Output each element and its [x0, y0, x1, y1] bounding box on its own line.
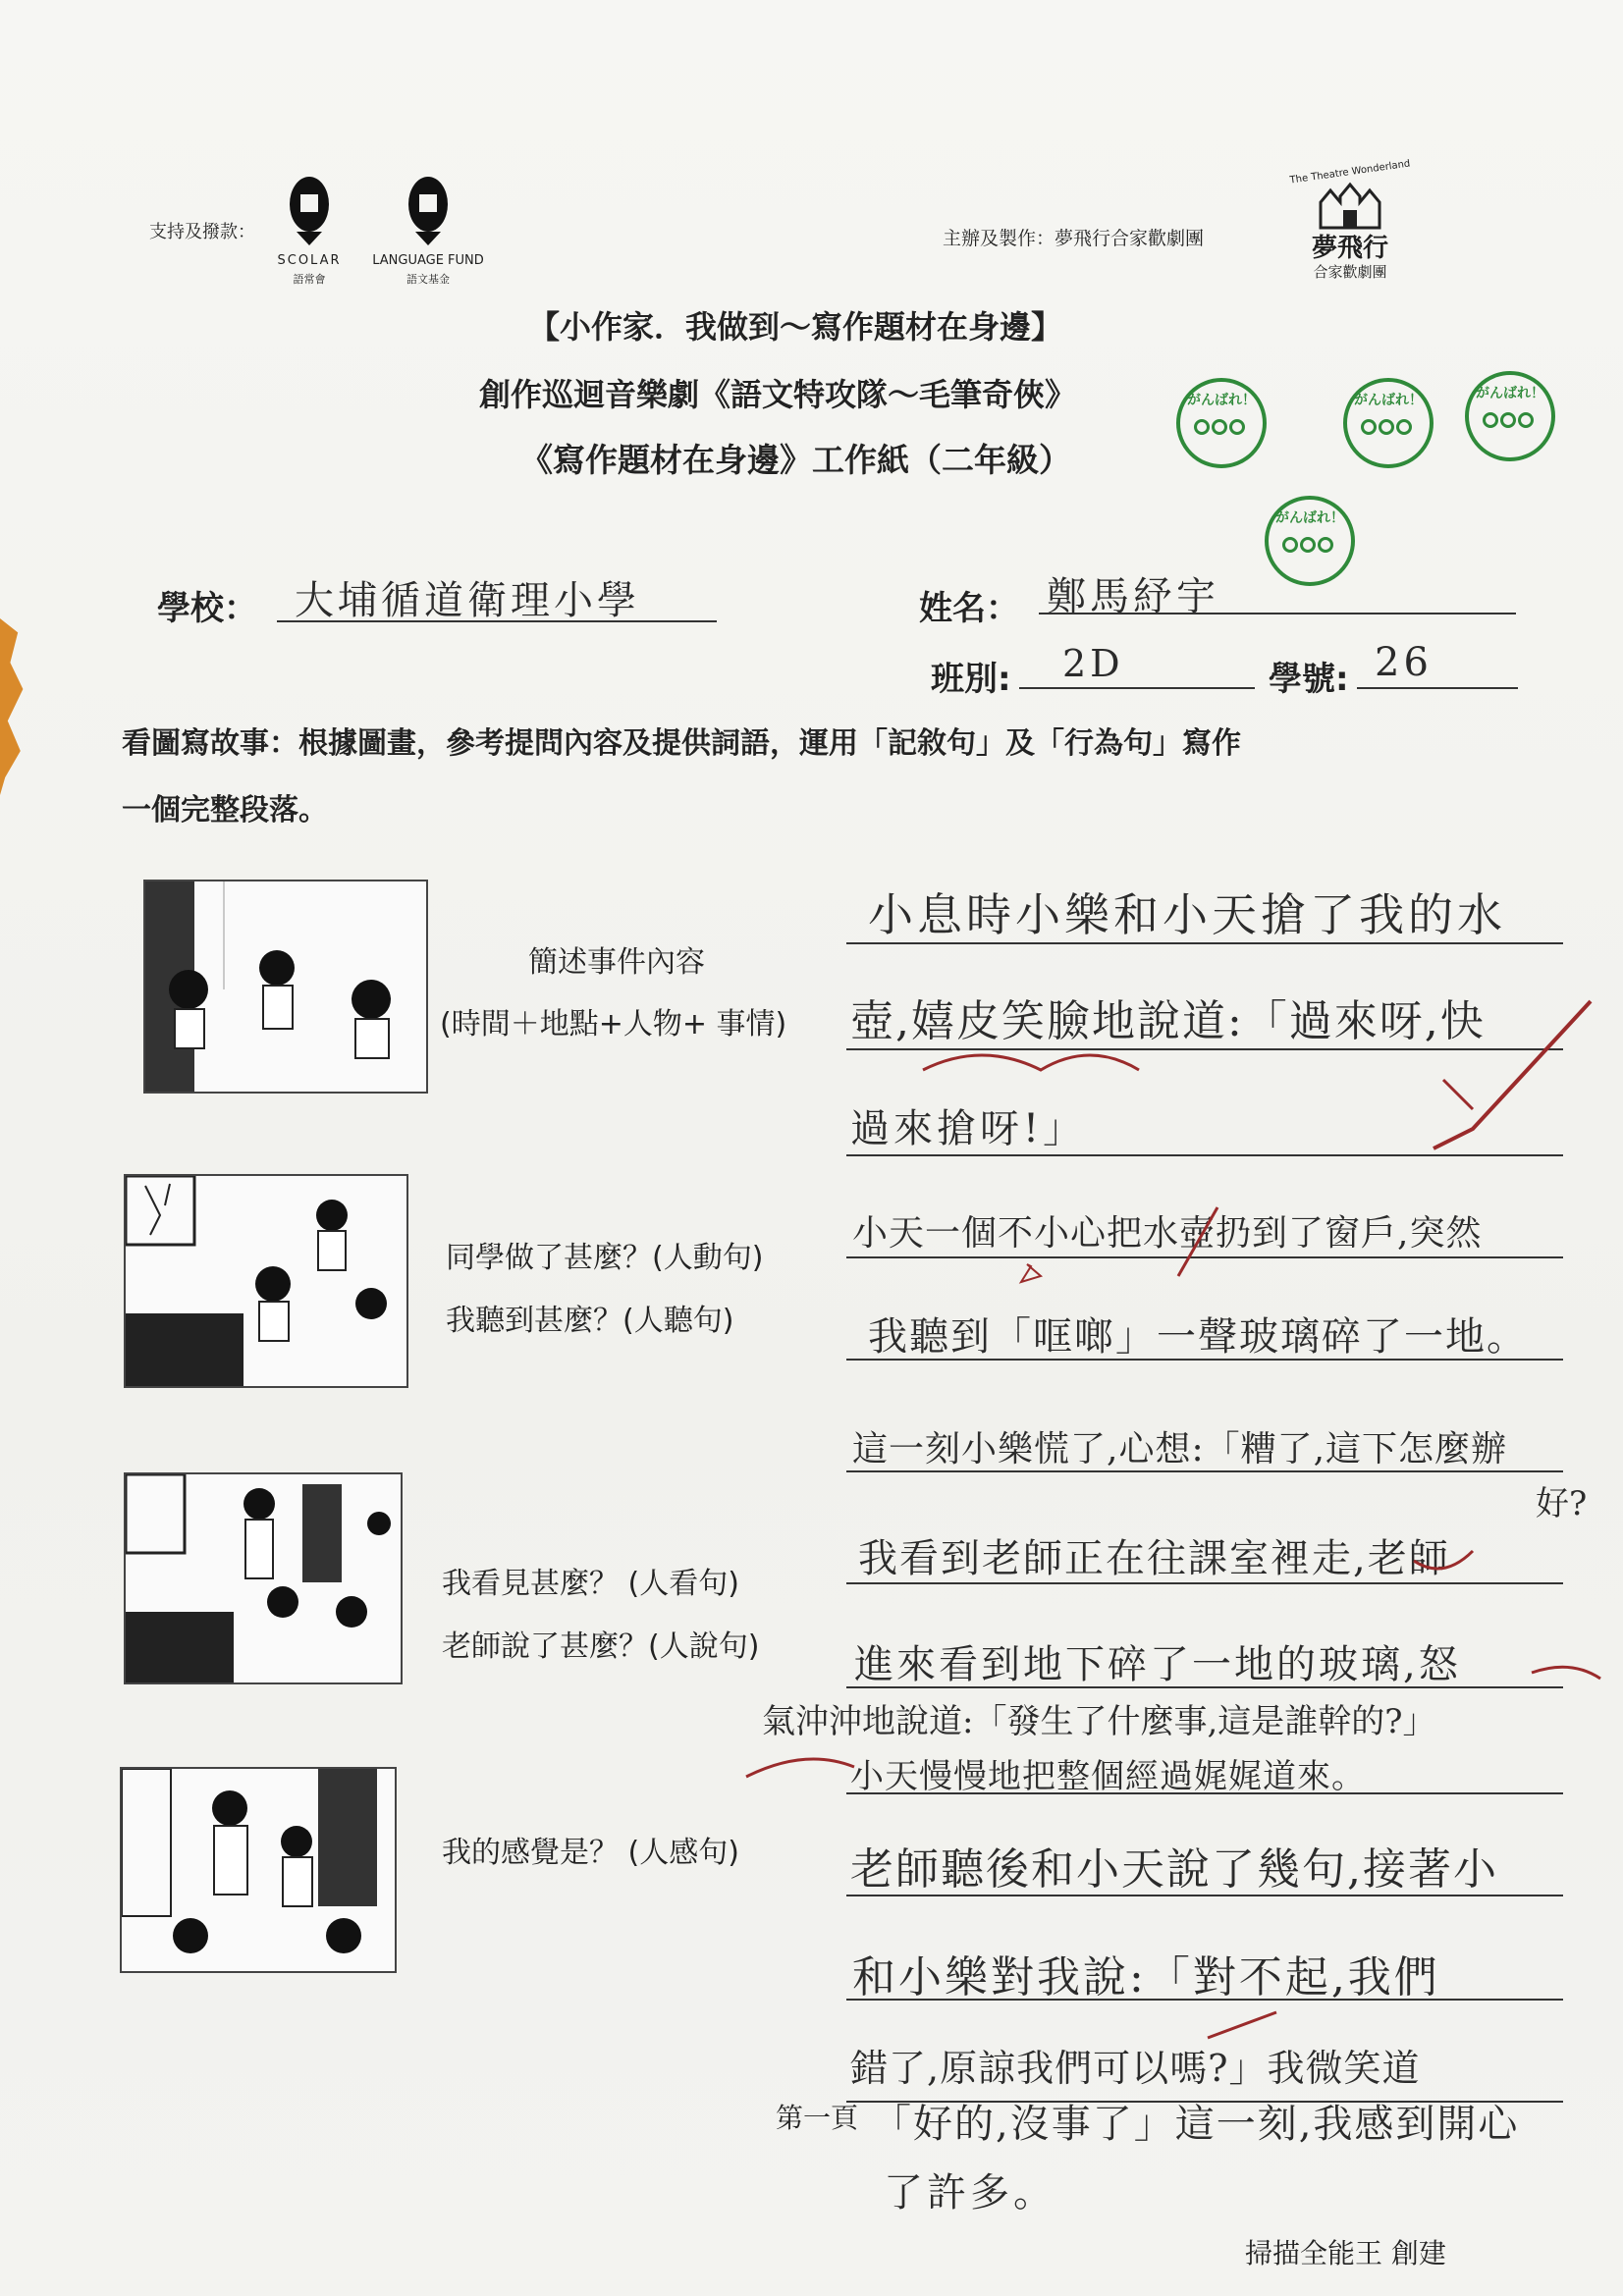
language-fund-logo-text: LANGUAGE FUND: [372, 253, 484, 268]
correction-mark: [1178, 1207, 1217, 1276]
prompt-2-line-1: 同學做了甚麼？(人動句): [446, 1241, 764, 1275]
answer-line: 和小樂對我說:「對不起,我們: [852, 1952, 1440, 2002]
prompt-3-line-1: 我看見甚麼？ (人看句): [442, 1567, 739, 1601]
check-mark-icon: [1443, 1080, 1473, 1109]
stamp-text: がんばれ！: [1275, 510, 1344, 526]
answer-line: 過來搶呀!」: [850, 1106, 1087, 1151]
answer-line: 「好的,沒事了」這一刻,我感到開心: [872, 2102, 1520, 2147]
instruction-line-2: 一個完整段落。: [122, 793, 328, 828]
class-value: 2D: [1062, 642, 1124, 685]
school-value: 大埔循道衛理小學: [295, 578, 640, 623]
answer-line: 了許多。: [884, 2170, 1056, 2216]
theatre-logo-main: 夢飛行: [1311, 234, 1388, 263]
answer-line: 我聽到「哐啷」一聲玻璃碎了一地。: [868, 1314, 1528, 1360]
prompt-4-line-1: 我的感覺是？ (人感句): [442, 1836, 739, 1870]
theatre-logo-top: The Theatre Wonderland: [1289, 158, 1411, 187]
correction-mark: [746, 1759, 854, 1777]
prompt-1-line-1: 簡述事件內容: [528, 945, 705, 980]
organizer-label: 主辦及製作：夢飛行合家歡劇團: [943, 228, 1205, 249]
theatre-logo-sub: 合家歡劇團: [1313, 263, 1387, 281]
correction-mark: [923, 1055, 1139, 1070]
scolar-logo-sub: 語常會: [293, 273, 326, 286]
prompt-2-line-2: 我聽到甚麼？(人聽句): [446, 1304, 734, 1338]
answer-line: 小天慢慢地把整個經過娓娓道來。: [850, 1757, 1366, 1796]
scanner-watermark: 掃描全能王 創建: [1245, 2237, 1446, 2269]
school-label: 學校：: [157, 589, 257, 628]
answer-line: 老師聽後和小天說了幾句,接著小: [850, 1844, 1498, 1895]
answer-line: 壺,嬉皮笑臉地說道:「過來呀,快: [850, 996, 1486, 1046]
name-value: 鄭馬紓宇: [1047, 574, 1219, 619]
class-label: 班別:: [931, 660, 1011, 699]
answer-line: 小息時小樂和小天搶了我的水: [868, 888, 1506, 941]
title-line-3: 《寫作題材在身邊》工作紙（二年級）: [520, 441, 1071, 479]
instruction-line-1: 看圖寫故事：根據圖畫，參考提問內容及提供詞語，運用「記敘句」及「行為句」寫作: [122, 726, 1241, 761]
scolar-logo-text: SCOLAR: [277, 253, 342, 268]
answer-line: 我看到老師正在往課室裡走,老師: [858, 1536, 1450, 1581]
correction-mark: [1414, 1551, 1473, 1569]
language-fund-logo-sub: 語文基金: [406, 273, 450, 286]
number-label: 學號:: [1269, 660, 1349, 699]
star-mark-icon: [1021, 1264, 1041, 1282]
answer-line: 小天一個不小心把水壺扔到了窗戶,突然: [852, 1213, 1483, 1254]
number-value: 26: [1375, 640, 1433, 685]
page-number-label: 第一頁: [776, 2102, 859, 2134]
stamp-text: がんばれ！: [1187, 393, 1256, 408]
title-line-2: 創作巡迴音樂劇《語文特攻隊～毛筆奇俠》: [479, 376, 1077, 413]
answer-line: 錯了,原諒我們可以嗎?」我微笑道: [850, 2047, 1421, 2090]
prompt-3-line-2: 老師說了甚麼？(人說句): [442, 1629, 760, 1664]
answer-margin-note: 好?: [1536, 1484, 1588, 1523]
check-mark-icon: [1434, 1001, 1591, 1148]
correction-mark: [1532, 1667, 1600, 1679]
prompt-1-line-2: (時間＋地點+人物+ 事情): [440, 1007, 787, 1041]
answer-line: 進來看到地下碎了一地的玻璃,怒: [854, 1642, 1461, 1687]
answer-line: 這一刻小樂慌了,心想:「糟了,這下怎麼辦: [852, 1429, 1508, 1469]
stamp-text: がんばれ！: [1354, 393, 1423, 408]
support-label: 支持及撥款：: [149, 222, 255, 242]
name-label: 姓名：: [919, 589, 1019, 628]
correction-mark: [1208, 2012, 1276, 2038]
title-line-1: 【小作家．我做到～寫作題材在身邊】: [528, 308, 1063, 346]
answer-line: 氣沖沖地說道:「發生了什麼事,這是誰幹的?」: [762, 1702, 1436, 1741]
stamp-text: がんばれ！: [1476, 386, 1544, 401]
